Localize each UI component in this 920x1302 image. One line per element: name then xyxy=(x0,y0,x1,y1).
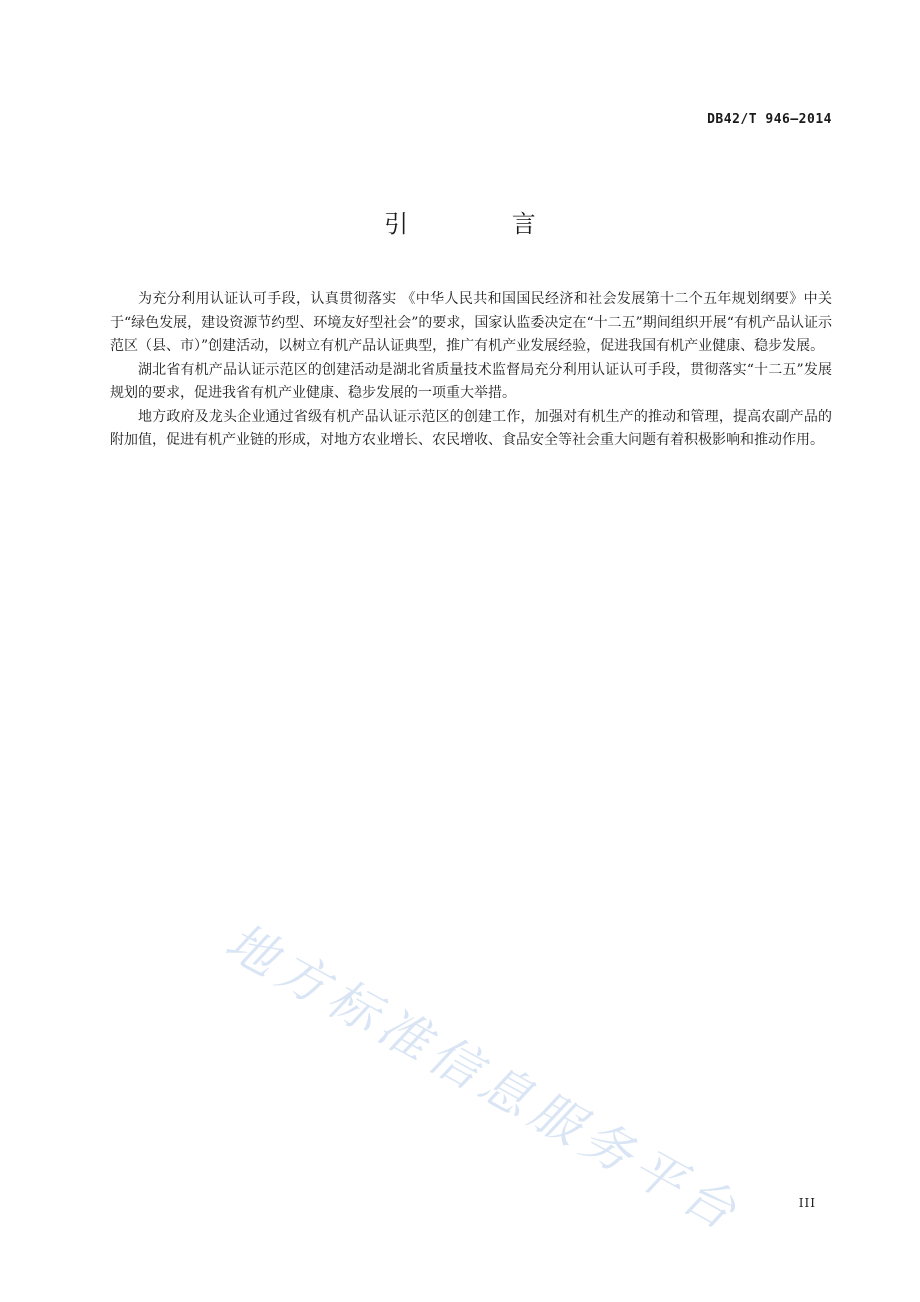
paragraph-1: 为充分利用认证认可手段，认真贯彻落实 《中华人民共和国国民经济和社会发展第十二个五年规划纲要》中关于“绿色发展，建设资源节约型、环境友好型社会”的要求，国家认监委决定在“十二五”期间组织开展“有机产品认证示范区（县、市）”创建活动，以树立有机产品认证典型，推广有机产业发展经验，促进我国有机产业健康、稳步发展。 xyxy=(110,291,832,354)
body-text xyxy=(110,288,832,453)
page-number: III xyxy=(798,1196,816,1210)
paragraph-3: 地方政府及龙头企业通过省级有机产品认证示范区的创建工作，加强对有机生产的推动和管理，提高农副产品的附加值，促进有机产业链的形成，对地方农业增长、农民增收、食品安全等社会重大问题有着积极影响和推动作用。 xyxy=(110,408,832,448)
standard-code: DB42/T 946—2014 xyxy=(707,112,832,127)
watermark: 地方标准信息服务平台 xyxy=(216,912,752,1245)
page-title: 引 言 xyxy=(384,210,584,238)
paragraph-2: 湖北省有机产品认证示范区的创建活动是湖北省质量技术监督局充分利用认证认可手段，贯彻落实“十二五”发展规划的要求，促进我省有机产业健康、稳步发展的一项重大举措。 xyxy=(110,361,832,401)
